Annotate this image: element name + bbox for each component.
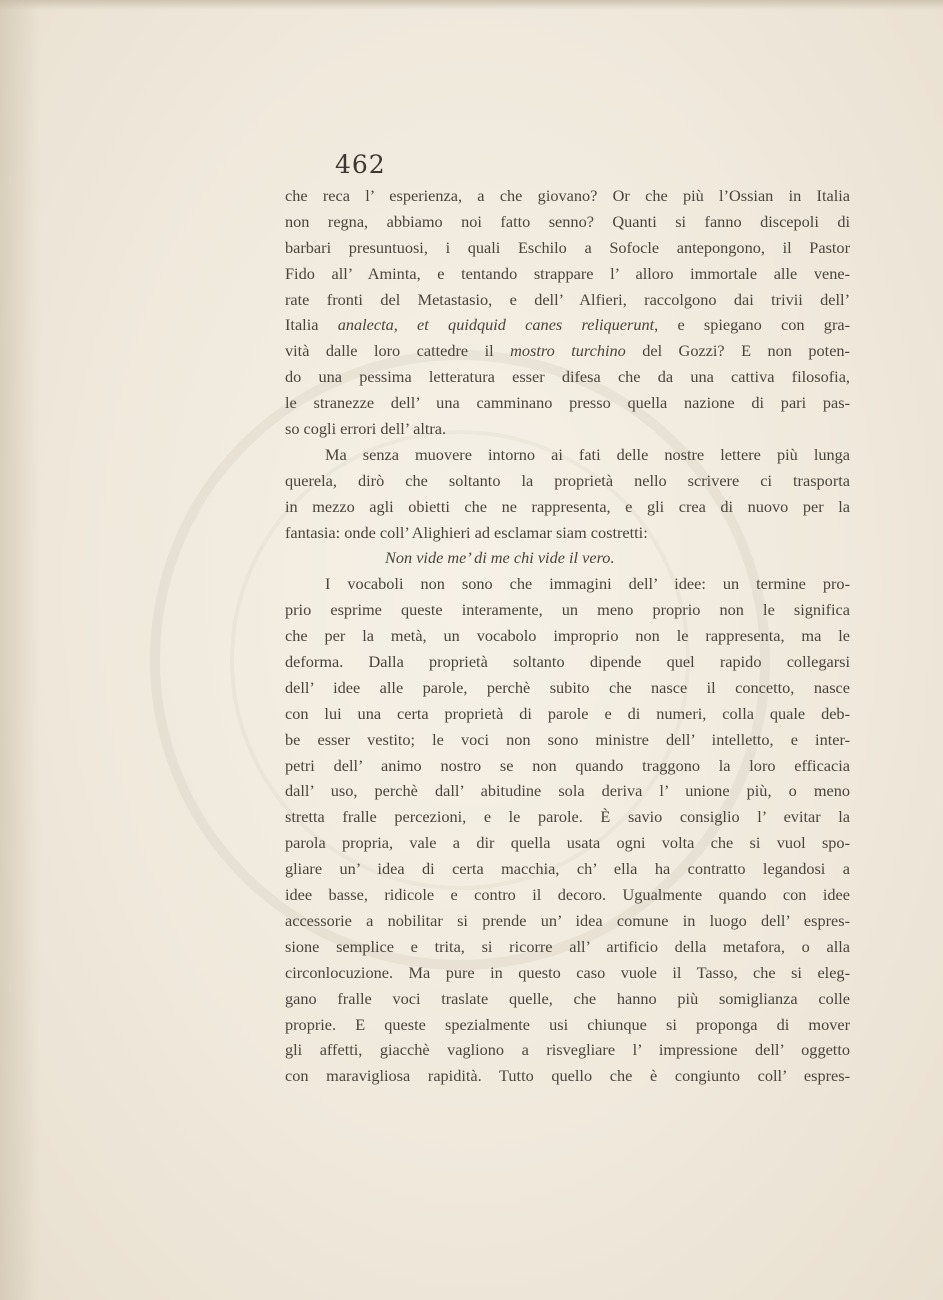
text-line (285, 882, 850, 908)
text-run: che per la metà, un vocabolo improprio non le rappresenta, ma le (285, 626, 850, 646)
text-line (285, 701, 850, 727)
text-line (285, 727, 850, 753)
text-run: Italia (285, 315, 338, 335)
text-run: vità dalle loro cattedre il (285, 341, 511, 361)
text-run: petri dell’ animo nostro se non quando traggono la loro efficacia (285, 755, 850, 775)
text-run: prio esprime queste interamente, un meno proprio non le significa (285, 600, 850, 620)
text-run: idee basse, ridicole e contro il decoro. Ugualmente quando con idee (285, 885, 850, 905)
text-line (285, 934, 850, 960)
text-line (285, 856, 850, 882)
text-run: be esser vestito; le voci non sono ministre dell’ intelletto, e inter- (285, 729, 850, 749)
page-top-edge (0, 0, 943, 10)
text-run: non regna, abbiamo noi fatto senno? Quanti si fanno discepoli di (285, 211, 850, 231)
text-line (285, 778, 850, 804)
text-run: , e spiegano con gra- (654, 315, 851, 335)
text-line (285, 649, 850, 675)
text-run: con maravigliosa rapidità. Tutto quello che è congiunto coll’ espres- (285, 1066, 850, 1086)
text-run: del Gozzi? E non poten- (625, 341, 850, 361)
italic-phrase: analecta, et quidquid canes reliquerunt (337, 315, 655, 335)
text-line (285, 597, 850, 623)
text-line (285, 830, 850, 856)
text-run: stretta fralle percezioni, e le parole. È savio consiglio l’ evitar la (285, 807, 850, 827)
text-line (285, 261, 850, 287)
text-line (285, 960, 850, 986)
text-line (285, 623, 850, 649)
text-line (285, 753, 850, 779)
body-text (285, 183, 850, 1089)
text-run: con lui una certa proprietà di parole e di numeri, colla quale deb- (285, 703, 850, 723)
text-line (285, 183, 850, 209)
text-run: gano fralle voci traslate quelle, che hanno più somiglianza colle (285, 988, 850, 1008)
page-gutter-shadow (0, 0, 40, 1300)
italic-phrase: mostro turchino (510, 341, 626, 361)
text-run: sione semplice e trita, si ricorre all’ artificio della metafora, o alla (285, 936, 850, 956)
text-run: accessorie a nobilitar si prende un’ idea comune in luogo dell’ espres- (285, 910, 850, 930)
text-line (285, 312, 850, 338)
text-run: deforma. Dalla proprietà soltanto dipende quel rapido collegarsi (285, 652, 850, 672)
text-run: so cogli errori dell’ altra. (285, 419, 447, 439)
text-line (285, 1012, 850, 1038)
text-run: rate fronti del Metastasio, e dell’ Alfieri, raccolgono dai trivii dell’ (285, 289, 850, 309)
text-run: Non vide me’ di me chi vide il vero. (385, 548, 615, 568)
text-run: Fido all’ Aminta, e tentando strappare l’ alloro immortale alle vene- (285, 263, 850, 283)
text-line (285, 986, 850, 1012)
text-run: querela, dirò che soltanto la proprietà nello scrivere ci trasporta (285, 470, 850, 490)
text-run: dell’ idee alle parole, perchè subito che nasce il concetto, nasce (285, 677, 850, 697)
text-run: le stranezze dell’ una camminano presso quella nazione di pari pas- (285, 393, 850, 413)
text-line (285, 494, 850, 520)
text-line (285, 390, 850, 416)
text-run: gliare un’ idea di certa macchia, ch’ ella ha contratto legandosi a (285, 859, 850, 879)
page-number: 462 (335, 150, 386, 179)
text-run: gli affetti, giacchè vagliono a risvegliare l’ impressione dell’ oggetto (285, 1040, 850, 1060)
text-line (285, 520, 850, 546)
verse-quotation (285, 545, 850, 571)
text-line (285, 1063, 850, 1089)
text-line (285, 209, 850, 235)
text-line (285, 364, 850, 390)
text-line (285, 804, 850, 830)
text-run: dall’ uso, perchè dall’ abitudine sola deriva l’ unione più, o meno (285, 781, 850, 801)
text-run: fantasia: onde coll’ Alighieri ad esclamar siam costretti: (285, 522, 648, 542)
text-run: I vocaboli non sono che immagini dell’ idee: un termine pro- (325, 574, 850, 594)
text-line (285, 571, 850, 597)
text-line (285, 416, 850, 442)
text-run: do una pessima letteratura esser difesa che da una cattiva filosofia, (285, 367, 850, 387)
text-line (285, 442, 850, 468)
text-run: barbari presuntuosi, i quali Eschilo a Sofocle antepongono, il Pastor (285, 237, 850, 257)
text-run: parola propria, vale a dir quella usata ogni volta che si vuol spo- (285, 833, 850, 853)
text-run: proprie. E queste spezialmente usi chiunque si proponga di mover (285, 1014, 850, 1034)
text-run: in mezzo agli obietti che ne rappresenta, e gli crea di nuovo per la (285, 496, 850, 516)
text-run: che reca l’ esperienza, a che giovano? Or che più l’Ossian in Italia (285, 186, 850, 205)
text-line (285, 468, 850, 494)
text-line (285, 235, 850, 261)
text-line (285, 675, 850, 701)
text-run: Ma senza muovere intorno ai fati delle nostre lettere più lunga (325, 444, 850, 464)
text-line (285, 287, 850, 313)
text-run: circonlocuzione. Ma pure in questo caso vuole il Tasso, che si eleg- (285, 962, 850, 982)
text-line (285, 1037, 850, 1063)
text-line (285, 908, 850, 934)
text-line (285, 338, 850, 364)
